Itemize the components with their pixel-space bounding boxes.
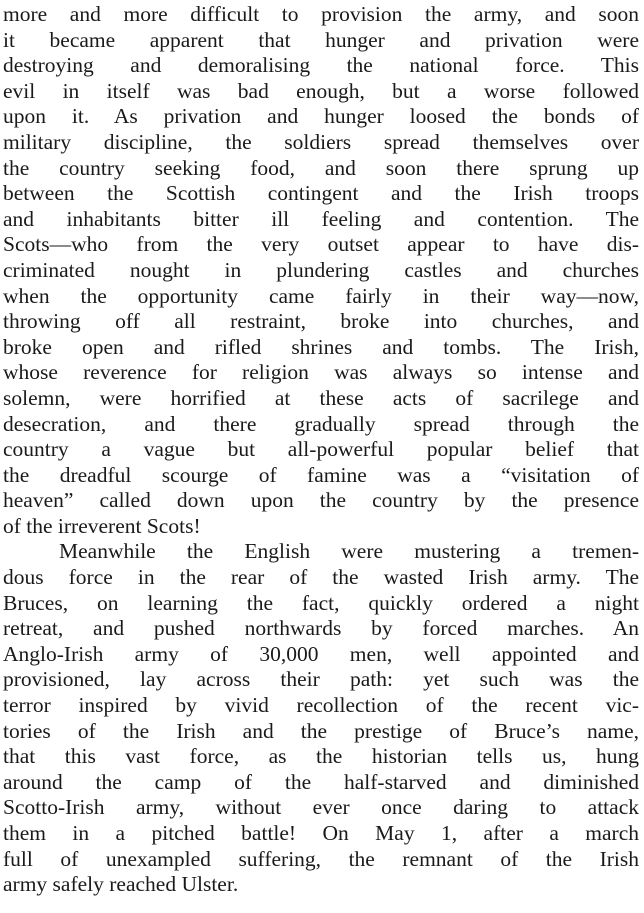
text-line: Scots—who from the very outset appear to have dis- [3, 232, 639, 257]
text-line: dous force in the rear of the wasted Irish army. The [3, 565, 639, 590]
text-line: military discipline, the soldiers spread themselves over [3, 129, 639, 154]
text-line: of the irreverent Scots! [3, 513, 201, 538]
text-line: evil in itself was bad enough, but a worse followed [3, 78, 639, 103]
text-line: Anglo-Irish army of 30,000 men, well appointed and [3, 641, 639, 666]
text-line: terror inspired by vivid recollection of the recent vic- [3, 693, 639, 718]
text-line: heaven” called down upon the country by the presence [3, 488, 639, 513]
text-line: desecration, and there gradually spread through the [3, 411, 639, 436]
text-line: army safely reached Ulster. [3, 872, 239, 897]
paragraph-first-line: Meanwhile the English were mustering a tremen- [59, 539, 639, 564]
text-line: around the camp of the half-starved and diminished [3, 769, 639, 794]
text-line: solemn, were horrified at these acts of sacrilege and [3, 385, 639, 410]
text-line: country a vague but all-powerful popular belief that [3, 437, 639, 462]
text-line: broke open and rifled shrines and tombs. The Irish, [3, 334, 639, 359]
text-line: them in a pitched battle! On May 1, after a march [3, 821, 639, 845]
text-line: between the Scottish contingent and the Irish troops [3, 181, 639, 206]
text-line: whose reverence for religion was always so intense and [3, 360, 639, 385]
text-line: it became apparent that hunger and privation were [3, 27, 639, 52]
text-line: full of unexampled suffering, the remnant of the Irish [3, 846, 639, 871]
text-line: criminated nought in plundering castles and churches [3, 257, 639, 282]
text-line: the country seeking food, and soon there sprung up [3, 155, 639, 180]
text-line: when the opportunity came fairly in their way—now, [3, 283, 639, 308]
text-line: upon it. As privation and hunger loosed the bonds of [3, 104, 639, 129]
body-text [3, 2, 639, 898]
text-line: that this vast force, as the historian tells us, hung [3, 744, 639, 769]
text-line: Bruces, on learning the fact, quickly ordered a night [3, 590, 639, 615]
text-line: retreat, and pushed northwards by forced marches. An [3, 616, 639, 641]
text-line: destroying and demoralising the national force. This [3, 53, 639, 78]
text-line: the dreadful scourge of famine was a “visitation of [3, 462, 639, 487]
text-line: tories of the Irish and the prestige of Bruce’s name, [3, 718, 639, 743]
text-line: provisioned, lay across their path: yet such was the [3, 667, 639, 692]
text-line: and inhabitants bitter ill feeling and contention. The [3, 206, 639, 231]
text-line: throwing off all restraint, broke into churches, and [3, 309, 639, 334]
text-line: Scotto-Irish army, without ever once daring to attack [3, 795, 639, 820]
text-line: more and more difficult to provision the army, and soon [3, 2, 639, 26]
